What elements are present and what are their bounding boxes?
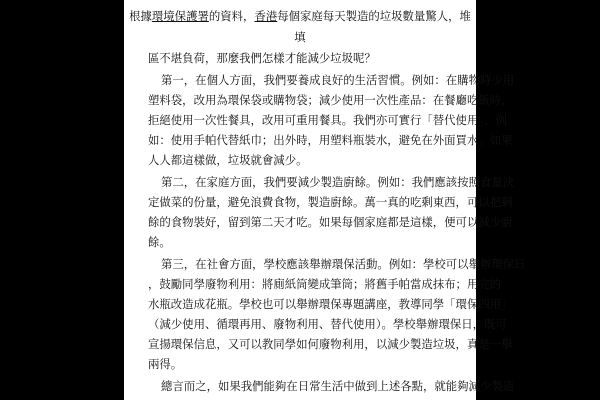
text-segment: 的資料，	[208, 9, 255, 23]
text-line-6: 拒絕使用一次性餐具，改用可重用餐具。我們亦可實行「替代使用」，例	[148, 113, 507, 127]
text-segment: 根據	[129, 9, 152, 23]
link-environmental-protection-department[interactable]: 環境保護署	[151, 9, 209, 23]
link-hong-kong[interactable]: 香港	[254, 9, 278, 23]
text-segment: 每個家庭每天製造的垃圾數量驚人，堆	[277, 9, 471, 23]
text-line-19: 總言而之，如果我們能夠在日常生活中做到上述各點，就能夠減少製造	[161, 379, 515, 393]
text-line-13: 第三，在社會方面，學校應該舉辦環保活動。例如：學校可以舉辦環保日	[161, 257, 526, 271]
text-line-16: （減少使用、循環再用、廢物利用、替代使用）。學校舉辦環保日，既可	[148, 317, 507, 331]
text-line-9: 第二，在家庭方面，我們要減少製造廚餘。例如：我們應該按照食量決	[161, 175, 515, 189]
text-line-2: 填	[294, 30, 306, 44]
text-line-14: ，鼓勵同學廢物利用：將廁紙筒變成筆筒；將舊手帕當成抹布；用完的	[148, 277, 502, 291]
text-line-3: 區不堪負荷，那麼我們怎樣才能減少垃圾呢？	[148, 51, 376, 65]
text-line-10: 定做菜的份量，避免浪費食物，製造廚餘。萬一真的吃剩東西，可以把剩	[148, 195, 513, 209]
text-line-5: 塑料袋，改用為環保袋或購物袋；減少使用一次性產品：在餐廳吃飯時，	[148, 93, 513, 107]
text-line-12: 餘。	[148, 235, 171, 249]
text-line-17: 宣揚環保信息，又可以教同學如何廢物利用，以減少製造垃圾，真是一舉	[148, 337, 513, 351]
text-line-15: 水瓶改造成花瓶。學校也可以舉辦環保專題講座，教導同學「環保四用」	[148, 297, 513, 311]
text-line-11: 餘的食物裝好，留到第二天才吃。如果每個家庭都是這樣，便可以減少廚	[148, 215, 513, 229]
text-line-1	[124, 8, 476, 24]
text-line-18: 兩得。	[148, 357, 183, 371]
document-page	[124, 0, 526, 400]
text-line-7: 如：使用手帕代替紙巾；出外時，用塑料瓶裝水，避免在外面買水。如果	[148, 133, 513, 147]
text-line-8: 人人都這樣做，垃圾就會減少。	[148, 153, 308, 167]
text-line-4: 第一，在個人方面，我們要養成良好的生活習慣。例如：在購物時少用	[161, 73, 515, 87]
